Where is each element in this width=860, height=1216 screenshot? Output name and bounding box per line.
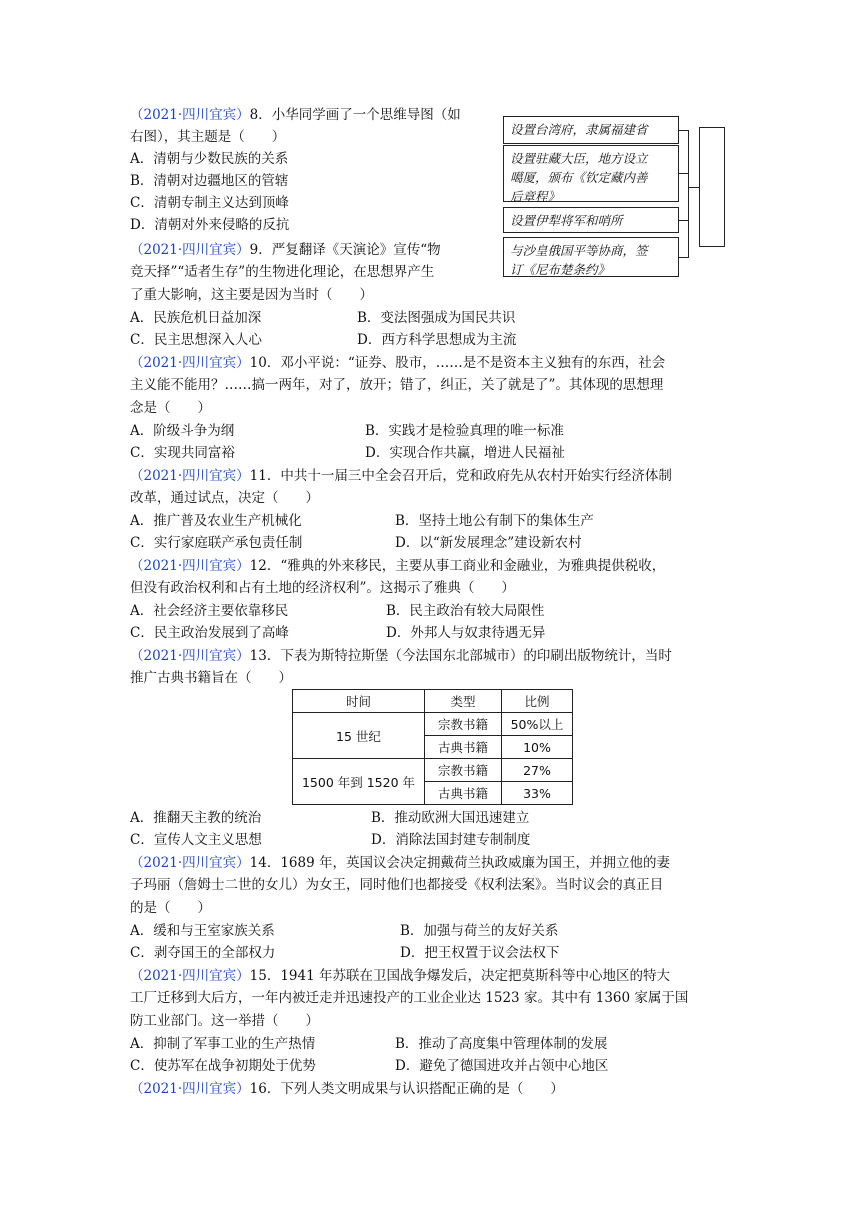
q11-option-c[interactable]: C．实行家庭联产承包责任制 <box>130 535 303 551</box>
table-cell: 10% <box>502 736 573 759</box>
table-header: 比例 <box>502 690 573 713</box>
mindmap-box-ili: 设置伊犁将军和哨所 <box>503 207 679 233</box>
q8-option-d[interactable]: D．清朝对外来侵略的反抗 <box>130 217 290 233</box>
table-cell-period: 1500 年到 1520 年 <box>293 759 425 805</box>
q9-stem-line2: 竞天择”“适者生存”的生物进化理论，在思想界产生 <box>130 264 435 280</box>
q15-stem-line2: 工厂迁移到大后方，一年内被迁走并迅速投产的工业企业达 1523 家。其中有 1360 家属于国 <box>130 990 689 1006</box>
print-stats-table <box>292 689 573 805</box>
q11-stem-line1: （2021·四川宜宾）11．中共十一届三中全会召开后，党和政府先从农村开始实行经济体制 <box>130 468 672 484</box>
q12-option-c[interactable]: C．民主政治发展到了高峰 <box>130 625 289 641</box>
q10-option-a[interactable]: A．阶级斗争为纲 <box>130 423 235 439</box>
q8-stem-line2: 右图），其主题是（ ） <box>130 129 286 145</box>
q11-option-a[interactable]: A．推广普及农业生产机械化 <box>130 513 302 529</box>
q14-option-c[interactable]: C．剥夺国王的全部权力 <box>130 945 276 961</box>
q11-source: （2021·四川宜宾） <box>130 468 250 484</box>
q12-source: （2021·四川宜宾） <box>130 558 250 574</box>
q15-source: （2021·四川宜宾） <box>130 968 250 984</box>
q14-option-a[interactable]: A．缓和与王室家族关系 <box>130 923 275 939</box>
q15-stem-line3: 防工业部门。这一举措（ ） <box>130 1013 319 1029</box>
q9-source: （2021·四川宜宾） <box>130 242 250 258</box>
q10-source: （2021·四川宜宾） <box>130 355 250 371</box>
q13-stem-line2: 推广古典书籍旨在（ ） <box>130 670 292 686</box>
q15-option-b[interactable]: B．推动了高度集中管理体制的发展 <box>395 1036 608 1052</box>
q10-option-b[interactable]: B．实践才是检验真理的唯一标准 <box>365 423 564 439</box>
q13-option-b[interactable]: B．推动欧洲大国迅速建立 <box>371 810 530 826</box>
table-cell: 宗教书籍 <box>425 759 502 782</box>
q11-option-d[interactable]: D．以“新发展理念”建设新农村 <box>395 535 582 551</box>
q10-option-c[interactable]: C．实现共同富裕 <box>130 445 235 461</box>
table-header: 类型 <box>425 690 502 713</box>
q16-source: （2021·四川宜宾） <box>130 1081 250 1097</box>
mindmap-box-taiwan: 设置台湾府，隶属福建省 <box>503 116 679 144</box>
q8-option-b[interactable]: B．清朝对边疆地区的管辖 <box>130 173 289 189</box>
q8-option-a[interactable]: A．清朝与少数民族的关系 <box>130 151 289 167</box>
mindmap-connector <box>688 130 689 257</box>
q13-option-c[interactable]: C．宣传人文主义思想 <box>130 832 262 848</box>
q14-stem-line1: （2021·四川宜宾）14．1689 年，英国议会决定拥戴荷兰执政威廉为国王，并拥立他的妻 <box>130 855 670 871</box>
table-header: 时间 <box>293 690 425 713</box>
q15-option-d[interactable]: D．避免了德国进攻并占领中心地区 <box>395 1058 609 1074</box>
q13-stem-line1: （2021·四川宜宾）13．下表为斯特拉斯堡（今法国东北部城市）的印刷出版物统计，当时 <box>130 648 672 664</box>
mindmap-box-tibet: 设置驻藏大臣，地方设立 噶厦，颁布《钦定藏内善 后章程》 <box>503 145 679 202</box>
q12-option-d[interactable]: D．外邦人与奴隶待遇无异 <box>386 625 546 641</box>
mindmap-branch <box>679 220 689 221</box>
table-cell-period: 15 世纪 <box>293 713 425 759</box>
q10-stem-line2: 主义能不能用？……搞一两年，对了，放开；错了，纠正，关了就是了”。其体现的思想理 <box>130 377 664 393</box>
q12-stem-line1: （2021·四川宜宾）12．“雅典的外来移民，主要从事工商业和金融业，为雅典提供税收， <box>130 558 666 574</box>
mindmap-center-box <box>699 127 725 247</box>
q11-stem-line2: 改革，通过试点，决定（ ） <box>130 490 319 506</box>
q14-source: （2021·四川宜宾） <box>130 855 250 871</box>
q12-option-b[interactable]: B．民主政治有较大局限性 <box>386 603 545 619</box>
q12-option-a[interactable]: A．社会经济主要依靠移民 <box>130 603 289 619</box>
q14-stem-line3: 的是（ ） <box>130 900 211 916</box>
q15-stem-line1: （2021·四川宜宾）15．1941 年苏联在卫国战争爆发后，决定把莫斯科等中心地区的特大 <box>130 968 670 984</box>
q8-source: （2021·四川宜宾） <box>130 107 250 123</box>
mindmap-box-nerchinsk: 与沙皇俄国平等协商，签 订《尼布楚条约》 <box>503 237 679 277</box>
q9-option-a[interactable]: A．民族危机日益加深 <box>130 310 262 326</box>
table-row <box>293 713 573 736</box>
q15-option-a[interactable]: A．抑制了军事工业的生产热情 <box>130 1036 316 1052</box>
table-cell: 27% <box>502 759 573 782</box>
q9-option-b[interactable]: B．变法图强成为国民共识 <box>357 310 516 326</box>
q14-option-d[interactable]: D．把王权置于议会法权下 <box>400 945 560 961</box>
table-cell: 古典书籍 <box>425 782 502 805</box>
mindmap-branch <box>688 187 699 188</box>
table-cell: 50%以上 <box>502 713 573 736</box>
q8-stem-line1: （2021·四川宜宾）8．小华同学画了一个思维导图（如 <box>130 107 461 123</box>
q15-option-c[interactable]: C．使苏军在战争初期处于优势 <box>130 1058 316 1074</box>
mindmap-branch <box>679 257 689 258</box>
q9-option-d[interactable]: D．西方科学思想成为主流 <box>357 332 517 348</box>
q8-option-c[interactable]: C．清朝专制主义达到顶峰 <box>130 195 289 211</box>
q9-stem-line1: （2021·四川宜宾）9．严复翻译《天演论》宣传“物 <box>130 242 441 258</box>
q14-stem-line2: 子玛丽（詹姆士二世的女儿）为女王，同时他们也都接受《权利法案》。当时议会的真正目 <box>130 877 664 893</box>
mindmap-branch <box>679 130 689 131</box>
q13-source: （2021·四川宜宾） <box>130 648 250 664</box>
table-header-row <box>293 690 573 713</box>
q13-option-d[interactable]: D．消除法国封建专制制度 <box>371 832 531 848</box>
q9-option-c[interactable]: C．民主思想深入人心 <box>130 332 262 348</box>
q9-stem-line3: 了重大影响，这主要是因为当时（ ） <box>130 287 373 303</box>
q16-stem-line1: （2021·四川宜宾）16．下列人类文明成果与认识搭配正确的是（ ） <box>130 1081 564 1097</box>
table-cell: 宗教书籍 <box>425 713 502 736</box>
q13-option-a[interactable]: A．推翻天主教的统治 <box>130 810 262 826</box>
q10-stem-line1: （2021·四川宜宾）10．邓小平说：“证券、股市，……是不是资本主义独有的东西，社会 <box>130 355 666 371</box>
table-cell: 古典书籍 <box>425 736 502 759</box>
q11-option-b[interactable]: B．坚持土地公有制下的集体生产 <box>395 513 594 529</box>
q10-stem-line3: 念是（ ） <box>130 400 211 416</box>
q10-option-d[interactable]: D．实现合作共赢，增进人民福祉 <box>365 445 565 461</box>
q12-stem-line2: 但没有政治权利和占有土地的经济权利”。这揭示了雅典（ ） <box>130 580 515 596</box>
mindmap-branch <box>679 173 689 174</box>
q14-option-b[interactable]: B．加强与荷兰的友好关系 <box>400 923 559 939</box>
table-row <box>293 759 573 782</box>
table-cell: 33% <box>502 782 573 805</box>
